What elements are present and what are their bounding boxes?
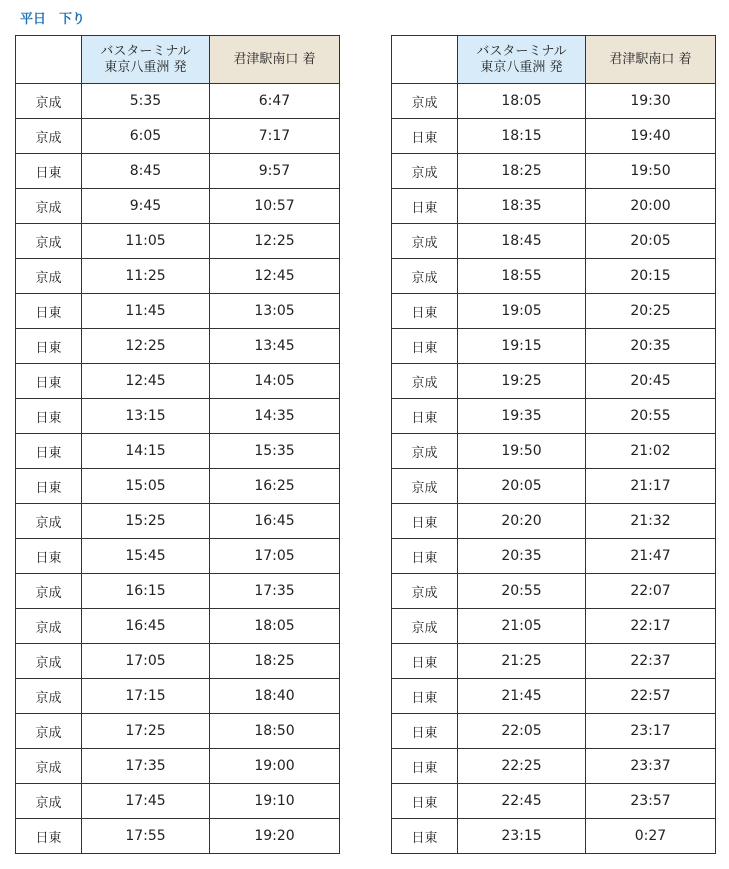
arrival-time-cell: 20:45	[586, 364, 716, 399]
operator-cell: 京成	[16, 259, 82, 294]
table-row	[392, 504, 716, 539]
table-row	[16, 679, 340, 714]
operator-cell: 京成	[16, 189, 82, 224]
table-row	[392, 224, 716, 259]
arrival-header: 君津駅南口 着	[210, 36, 340, 84]
operator-cell: 日東	[392, 504, 458, 539]
arrival-time-cell: 20:00	[586, 189, 716, 224]
operator-cell: 日東	[16, 819, 82, 854]
table-row	[16, 224, 340, 259]
table-row	[392, 469, 716, 504]
arrival-time-cell: 18:40	[210, 679, 340, 714]
operator-cell: 日東	[16, 469, 82, 504]
operator-cell: 日東	[16, 399, 82, 434]
arrival-time-cell: 21:47	[586, 539, 716, 574]
arrival-time-cell: 18:05	[210, 609, 340, 644]
arrival-time-cell: 7:17	[210, 119, 340, 154]
arrival-time-cell: 19:30	[586, 84, 716, 119]
operator-cell: 京成	[392, 434, 458, 469]
departure-time-cell: 14:15	[82, 434, 210, 469]
operator-cell: 京成	[392, 154, 458, 189]
departure-time-cell: 17:25	[82, 714, 210, 749]
departure-time-cell: 22:05	[458, 714, 586, 749]
table-row	[16, 539, 340, 574]
departure-time-cell: 21:25	[458, 644, 586, 679]
table-row	[16, 84, 340, 119]
arrival-time-cell: 21:02	[586, 434, 716, 469]
departure-time-cell: 18:45	[458, 224, 586, 259]
departure-time-cell: 19:25	[458, 364, 586, 399]
table-row	[392, 119, 716, 154]
table-row	[392, 189, 716, 224]
departure-time-cell: 18:25	[458, 154, 586, 189]
departure-time-cell: 20:55	[458, 574, 586, 609]
departure-time-cell: 18:55	[458, 259, 586, 294]
table-row	[392, 749, 716, 784]
operator-cell: 日東	[392, 399, 458, 434]
departure-time-cell: 20:20	[458, 504, 586, 539]
arrival-time-cell: 20:05	[586, 224, 716, 259]
arrival-time-cell: 22:37	[586, 644, 716, 679]
arrival-time-cell: 22:17	[586, 609, 716, 644]
operator-cell: 日東	[16, 539, 82, 574]
operator-cell: 日東	[392, 714, 458, 749]
departure-time-cell: 15:25	[82, 504, 210, 539]
departure-time-cell: 17:35	[82, 749, 210, 784]
departure-time-cell: 9:45	[82, 189, 210, 224]
arrival-time-cell: 18:25	[210, 644, 340, 679]
operator-cell: 日東	[16, 434, 82, 469]
operator-cell: 日東	[392, 784, 458, 819]
departure-time-cell: 17:05	[82, 644, 210, 679]
operator-cell: 日東	[392, 294, 458, 329]
operator-cell: 日東	[16, 364, 82, 399]
arrival-time-cell: 19:10	[210, 784, 340, 819]
departure-time-cell: 19:50	[458, 434, 586, 469]
arrival-time-cell: 13:45	[210, 329, 340, 364]
arrival-time-cell: 12:45	[210, 259, 340, 294]
table-row	[16, 784, 340, 819]
arrival-time-cell: 0:27	[586, 819, 716, 854]
departure-time-cell: 17:55	[82, 819, 210, 854]
operator-cell: 京成	[16, 609, 82, 644]
table-row	[16, 819, 340, 854]
operator-cell: 京成	[392, 224, 458, 259]
table-row	[16, 329, 340, 364]
arrival-time-cell: 20:55	[586, 399, 716, 434]
table-row	[392, 539, 716, 574]
operator-cell: 京成	[16, 504, 82, 539]
table-row	[16, 644, 340, 679]
arrival-time-cell: 23:57	[586, 784, 716, 819]
operator-header	[392, 36, 458, 84]
arrival-time-cell: 19:00	[210, 749, 340, 784]
arrival-time-cell: 22:57	[586, 679, 716, 714]
operator-cell: 日東	[392, 329, 458, 364]
departure-time-cell: 21:05	[458, 609, 586, 644]
table-row	[16, 714, 340, 749]
departure-time-cell: 17:15	[82, 679, 210, 714]
arrival-time-cell: 6:47	[210, 84, 340, 119]
table-row	[16, 259, 340, 294]
operator-cell: 京成	[392, 84, 458, 119]
arrival-time-cell: 12:25	[210, 224, 340, 259]
table-row	[16, 399, 340, 434]
timetable-right-body	[392, 84, 716, 854]
departure-header: バスターミナル 東京八重洲 発	[458, 36, 586, 84]
departure-time-cell: 22:25	[458, 749, 586, 784]
arrival-time-cell: 19:20	[210, 819, 340, 854]
arrival-time-cell: 9:57	[210, 154, 340, 189]
table-row	[392, 84, 716, 119]
table-row	[392, 259, 716, 294]
table-row	[16, 434, 340, 469]
arrival-time-cell: 14:05	[210, 364, 340, 399]
departure-header: バスターミナル 東京八重洲 発	[82, 36, 210, 84]
departure-time-cell: 17:45	[82, 784, 210, 819]
timetable-left-body	[16, 84, 340, 854]
arrival-time-cell: 17:05	[210, 539, 340, 574]
table-row	[392, 574, 716, 609]
operator-cell: 京成	[16, 749, 82, 784]
operator-cell: 京成	[16, 119, 82, 154]
operator-cell: 日東	[392, 119, 458, 154]
departure-time-cell: 12:25	[82, 329, 210, 364]
table-row	[16, 294, 340, 329]
operator-cell: 京成	[16, 84, 82, 119]
arrival-time-cell: 15:35	[210, 434, 340, 469]
arrival-time-cell: 20:15	[586, 259, 716, 294]
departure-time-cell: 15:45	[82, 539, 210, 574]
departure-time-cell: 11:05	[82, 224, 210, 259]
operator-cell: 日東	[392, 819, 458, 854]
header-row	[392, 36, 716, 84]
arrival-time-cell: 20:35	[586, 329, 716, 364]
departure-time-cell: 5:35	[82, 84, 210, 119]
operator-cell: 京成	[16, 679, 82, 714]
table-row	[392, 294, 716, 329]
departure-time-cell: 11:45	[82, 294, 210, 329]
table-row	[392, 399, 716, 434]
operator-cell: 京成	[392, 259, 458, 294]
arrival-time-cell: 10:57	[210, 189, 340, 224]
arrival-time-cell: 16:45	[210, 504, 340, 539]
table-row	[16, 574, 340, 609]
timetable-right	[391, 35, 716, 854]
arrival-time-cell: 17:35	[210, 574, 340, 609]
arrival-time-cell: 14:35	[210, 399, 340, 434]
arrival-time-cell: 21:17	[586, 469, 716, 504]
arrival-time-cell: 19:40	[586, 119, 716, 154]
arrival-time-cell: 16:25	[210, 469, 340, 504]
arrival-time-cell: 22:07	[586, 574, 716, 609]
table-row	[392, 154, 716, 189]
table-row	[16, 154, 340, 189]
table-row	[392, 434, 716, 469]
operator-cell: 日東	[392, 749, 458, 784]
operator-cell: 日東	[16, 154, 82, 189]
operator-cell: 京成	[392, 469, 458, 504]
header-row	[16, 36, 340, 84]
operator-cell: 京成	[392, 609, 458, 644]
departure-time-cell: 18:35	[458, 189, 586, 224]
arrival-time-cell: 13:05	[210, 294, 340, 329]
arrival-time-cell: 20:25	[586, 294, 716, 329]
arrival-time-cell: 18:50	[210, 714, 340, 749]
departure-time-cell: 20:35	[458, 539, 586, 574]
table-row	[16, 749, 340, 784]
operator-cell: 京成	[16, 574, 82, 609]
table-row	[16, 189, 340, 224]
operator-cell: 京成	[16, 224, 82, 259]
departure-time-cell: 11:25	[82, 259, 210, 294]
table-row	[16, 364, 340, 399]
arrival-time-cell: 19:50	[586, 154, 716, 189]
arrival-time-cell: 21:32	[586, 504, 716, 539]
departure-time-cell: 15:05	[82, 469, 210, 504]
table-row	[16, 469, 340, 504]
departure-time-cell: 20:05	[458, 469, 586, 504]
departure-time-cell: 18:15	[458, 119, 586, 154]
operator-header	[16, 36, 82, 84]
departure-time-cell: 16:15	[82, 574, 210, 609]
departure-time-cell: 23:15	[458, 819, 586, 854]
operator-cell: 京成	[392, 364, 458, 399]
operator-cell: 京成	[392, 574, 458, 609]
table-row	[392, 784, 716, 819]
timetable-left	[15, 35, 340, 854]
operator-cell: 京成	[16, 644, 82, 679]
departure-time-cell: 18:05	[458, 84, 586, 119]
departure-time-cell: 19:05	[458, 294, 586, 329]
departure-time-cell: 21:45	[458, 679, 586, 714]
table-row	[392, 679, 716, 714]
operator-cell: 日東	[392, 189, 458, 224]
operator-cell: 日東	[16, 294, 82, 329]
table-row	[392, 329, 716, 364]
operator-cell: 日東	[392, 539, 458, 574]
table-row	[16, 609, 340, 644]
departure-time-cell: 12:45	[82, 364, 210, 399]
arrival-header: 君津駅南口 着	[586, 36, 716, 84]
table-row	[16, 504, 340, 539]
departure-time-cell: 16:45	[82, 609, 210, 644]
departure-time-cell: 19:35	[458, 399, 586, 434]
operator-cell: 日東	[392, 679, 458, 714]
operator-cell: 日東	[16, 329, 82, 364]
departure-time-cell: 8:45	[82, 154, 210, 189]
table-row	[392, 364, 716, 399]
operator-cell: 京成	[16, 784, 82, 819]
departure-time-cell: 6:05	[82, 119, 210, 154]
table-row	[392, 609, 716, 644]
table-row	[16, 119, 340, 154]
departure-time-cell: 22:45	[458, 784, 586, 819]
departure-time-cell: 19:15	[458, 329, 586, 364]
table-row	[392, 714, 716, 749]
page-title: 平日 下り	[20, 12, 86, 27]
table-row	[392, 644, 716, 679]
operator-cell: 京成	[16, 714, 82, 749]
arrival-time-cell: 23:37	[586, 749, 716, 784]
departure-time-cell: 13:15	[82, 399, 210, 434]
arrival-time-cell: 23:17	[586, 714, 716, 749]
operator-cell: 日東	[392, 644, 458, 679]
table-row	[392, 819, 716, 854]
